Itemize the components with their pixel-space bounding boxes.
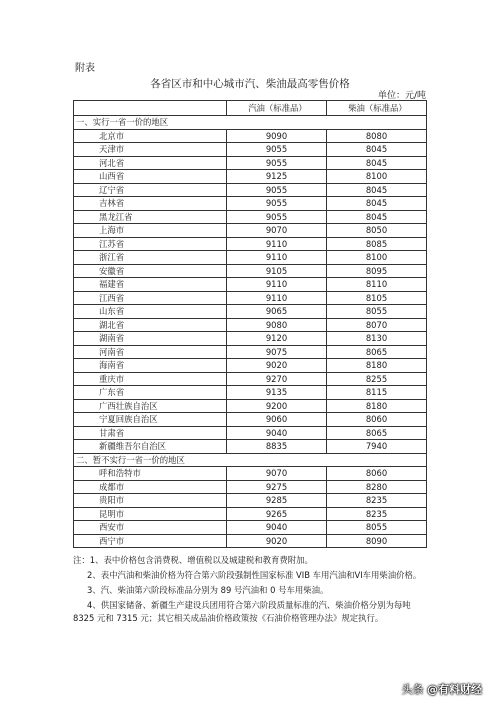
table-row	[74, 251, 427, 265]
region-cell: 重庆市	[74, 372, 227, 386]
region-cell: 吉林省	[74, 197, 227, 211]
region-cell: 西安市	[74, 521, 227, 535]
region-cell: 安徽省	[74, 264, 227, 278]
region-cell: 山东省	[74, 305, 227, 319]
table-row	[74, 467, 427, 481]
note-2: 2、表中汽油和柴油价格为符合第六阶段强制性国家标准 VIB 车用汽油和VI车用柴油价格。	[87, 570, 422, 580]
diesel-cell: 8100	[327, 251, 427, 265]
section-row	[74, 453, 427, 467]
region-cell: 宁夏回族自治区	[74, 413, 227, 427]
diesel-cell: 8045	[327, 156, 427, 170]
note-4: 4、供国家储备、新疆生产建设兵团用符合第六阶段质量标准的汽、柴油价格分别为每吨 8325 元和 7315 元；其它相关成品油价格政策按《石油价格管理办法》规定执行。	[73, 600, 411, 623]
table-row	[74, 359, 427, 373]
section-row	[74, 116, 427, 130]
table-row	[74, 332, 427, 346]
region-cell: 河北省	[74, 156, 227, 170]
gasoline-cell: 9055	[227, 156, 327, 170]
region-cell: 上海市	[74, 224, 227, 238]
gasoline-cell: 9065	[227, 305, 327, 319]
table-row	[74, 143, 427, 157]
table-row	[74, 413, 427, 427]
table-row	[74, 426, 427, 440]
region-cell: 北京市	[74, 129, 227, 143]
diesel-cell: 8110	[327, 278, 427, 292]
table-row	[74, 264, 427, 278]
diesel-cell: 8060	[327, 413, 427, 427]
table-row	[74, 197, 427, 211]
region-cell: 西宁市	[74, 534, 227, 548]
gasoline-cell: 9110	[227, 237, 327, 251]
gasoline-cell: 9060	[227, 413, 327, 427]
diesel-cell: 8065	[327, 426, 427, 440]
region-cell: 辽宁省	[74, 183, 227, 197]
diesel-cell: 8065	[327, 345, 427, 359]
diesel-cell: 8045	[327, 143, 427, 157]
section-title: 二、暂不实行一省一价的地区	[74, 453, 427, 467]
table-row	[74, 440, 427, 454]
table-row	[74, 291, 427, 305]
gasoline-cell: 8835	[227, 440, 327, 454]
region-cell: 山西省	[74, 170, 227, 184]
diesel-cell: 8085	[327, 237, 427, 251]
gasoline-cell: 9055	[227, 143, 327, 157]
gasoline-cell: 9200	[227, 399, 327, 413]
header-gasoline: 汽油（标准品）	[227, 101, 327, 116]
diesel-cell: 8045	[327, 183, 427, 197]
table-header-row	[74, 101, 427, 116]
region-cell: 昆明市	[74, 507, 227, 521]
gasoline-cell: 9040	[227, 521, 327, 535]
region-cell: 新疆维吾尔自治区	[74, 440, 227, 454]
diesel-cell: 8280	[327, 480, 427, 494]
gasoline-cell: 9070	[227, 467, 327, 481]
diesel-cell: 8235	[327, 494, 427, 508]
unit-note: 单位：元/吨	[377, 91, 426, 101]
gasoline-cell: 9105	[227, 264, 327, 278]
table-row	[74, 372, 427, 386]
diesel-cell: 8100	[327, 170, 427, 184]
watermark	[402, 681, 483, 697]
gasoline-cell: 9120	[227, 332, 327, 346]
diesel-cell: 8130	[327, 332, 427, 346]
region-cell: 福建省	[74, 278, 227, 292]
table-row	[74, 156, 427, 170]
region-cell: 呼和浩特市	[74, 467, 227, 481]
table-row	[74, 183, 427, 197]
diesel-cell: 8090	[327, 534, 427, 548]
gasoline-cell: 9055	[227, 183, 327, 197]
table-row	[74, 345, 427, 359]
region-cell: 河南省	[74, 345, 227, 359]
region-cell: 广西壮族自治区	[74, 399, 227, 413]
table-row	[74, 237, 427, 251]
diesel-cell: 8115	[327, 386, 427, 400]
diesel-cell: 8180	[327, 399, 427, 413]
gasoline-cell: 9055	[227, 197, 327, 211]
diesel-cell: 7940	[327, 440, 427, 454]
gasoline-cell: 9110	[227, 278, 327, 292]
note-1: 注：1、表中价格包含消费税、增值税以及城建税和教育费附加。	[73, 555, 313, 565]
table-row	[74, 210, 427, 224]
region-cell: 广东省	[74, 386, 227, 400]
notes-section	[73, 554, 429, 627]
price-table	[73, 100, 427, 548]
table-row	[74, 129, 427, 143]
gasoline-cell: 9055	[227, 210, 327, 224]
gasoline-cell: 9020	[227, 359, 327, 373]
region-cell: 湖南省	[74, 332, 227, 346]
gasoline-cell: 9125	[227, 170, 327, 184]
table-row	[74, 507, 427, 521]
gasoline-cell: 9070	[227, 224, 327, 238]
gasoline-cell: 9090	[227, 129, 327, 143]
diesel-cell: 8050	[327, 224, 427, 238]
diesel-cell: 8180	[327, 359, 427, 373]
gasoline-cell: 9275	[227, 480, 327, 494]
region-cell: 天津市	[74, 143, 227, 157]
gasoline-cell: 9285	[227, 494, 327, 508]
diesel-cell: 8255	[327, 372, 427, 386]
diesel-cell: 8070	[327, 318, 427, 332]
note-3: 3、汽、柴油第六阶段标准品分别为 89 号汽油和 0 号车用柴油。	[87, 585, 329, 595]
gasoline-cell: 9265	[227, 507, 327, 521]
gasoline-cell: 9040	[227, 426, 327, 440]
table-row	[74, 521, 427, 535]
section-title: 一、实行一省一价的地区	[74, 116, 427, 130]
table-row	[74, 305, 427, 319]
gasoline-cell: 9080	[227, 318, 327, 332]
diesel-cell: 8095	[327, 264, 427, 278]
table-body	[74, 116, 427, 548]
table-row	[74, 494, 427, 508]
region-cell: 黑龙江省	[74, 210, 227, 224]
table-row	[74, 318, 427, 332]
diesel-cell: 8080	[327, 129, 427, 143]
document-title: 各省区市和中心城市汽、柴油最高零售价格	[150, 78, 350, 90]
watermark-handle: @有料财经	[427, 683, 482, 696]
gasoline-cell: 9110	[227, 291, 327, 305]
region-cell: 浙江省	[74, 251, 227, 265]
region-cell: 江西省	[74, 291, 227, 305]
diesel-cell: 8235	[327, 507, 427, 521]
diesel-cell: 8105	[327, 291, 427, 305]
watermark-prefix: 头条	[401, 683, 424, 696]
diesel-cell: 8045	[327, 197, 427, 211]
table-row	[74, 224, 427, 238]
table-row	[74, 386, 427, 400]
header-region	[74, 101, 227, 116]
diesel-cell: 8060	[327, 467, 427, 481]
diesel-cell: 8045	[327, 210, 427, 224]
table-row	[74, 480, 427, 494]
header-diesel: 柴油（标准品）	[327, 101, 427, 116]
gasoline-cell: 9135	[227, 386, 327, 400]
gasoline-cell: 9075	[227, 345, 327, 359]
gasoline-cell: 9270	[227, 372, 327, 386]
region-cell: 成都市	[74, 480, 227, 494]
gasoline-cell: 9020	[227, 534, 327, 548]
region-cell: 甘肃省	[74, 426, 227, 440]
diesel-cell: 8055	[327, 305, 427, 319]
region-cell: 海南省	[74, 359, 227, 373]
region-cell: 湖北省	[74, 318, 227, 332]
region-cell: 江苏省	[74, 237, 227, 251]
table-row	[74, 170, 427, 184]
table-row	[74, 278, 427, 292]
region-cell: 贵阳市	[74, 494, 227, 508]
table-row	[74, 399, 427, 413]
annex-label: 附表	[75, 63, 95, 74]
table-row	[74, 534, 427, 548]
diesel-cell: 8055	[327, 521, 427, 535]
gasoline-cell: 9110	[227, 251, 327, 265]
